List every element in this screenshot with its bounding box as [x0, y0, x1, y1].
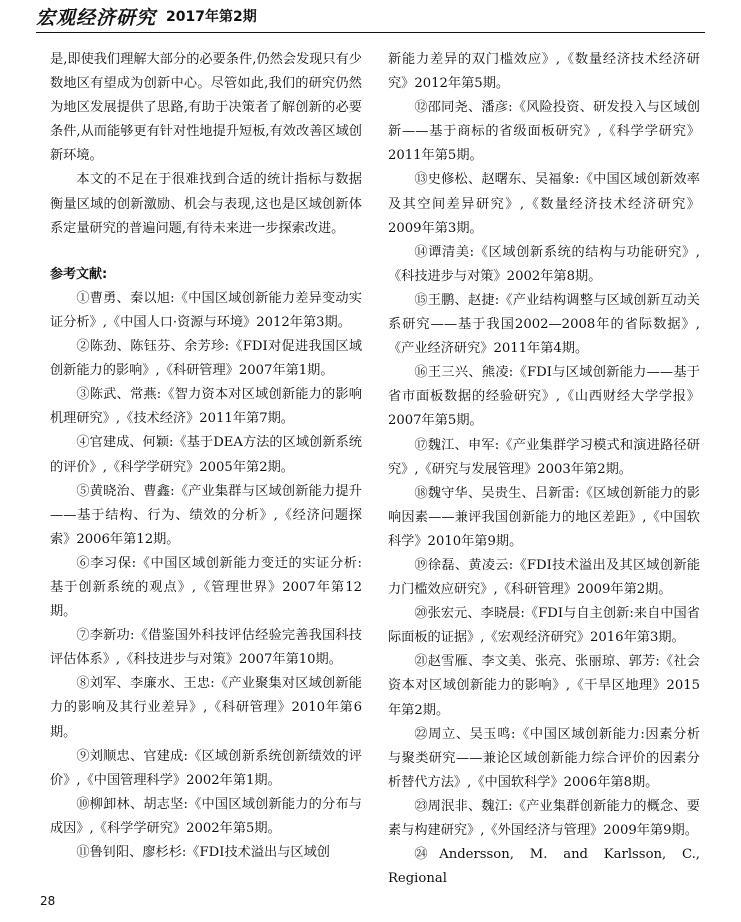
- reference-item: [388, 795, 700, 843]
- reference-text: 黄晓治、曹鑫:《产业集群与区域创新能力提升——基于结构、行为、绩效的分析》,《经济问题探索》2006年第12期。: [50, 483, 362, 547]
- issue-label: 2017年第2期: [166, 9, 257, 25]
- reference-item: [50, 672, 362, 744]
- reference-number: ⑤: [76, 483, 90, 499]
- reference-item: [50, 335, 362, 383]
- reference-text: 刘顺忠、官建成:《区域创新系统创新绩效的评价》,《中国管理科学》2002年第1期。: [50, 748, 362, 788]
- references-heading: 参考文献:: [50, 266, 108, 282]
- reference-text: 李习保:《中国区域创新能力变迁的实证分析:基于创新系统的观点》,《管理世界》2007年第12期。: [50, 555, 363, 620]
- reference-item: [388, 434, 700, 482]
- reference-item: [388, 554, 700, 602]
- reference-text: 王鹏、赵捷:《产业结构调整与区域创新互动关系研究——基于我国2002—2008年的省际数据》,《产业经济研究》2011年第4期。: [388, 292, 700, 357]
- reference-list: [388, 48, 700, 891]
- reference-item: [50, 624, 362, 672]
- reference-number: ⑮: [414, 292, 428, 308]
- reference-text: 陈劲、陈钰芬、余芳珍:《FDI对促进我国区域创新能力的影响》,《科研管理》2007年第1期。: [50, 339, 363, 379]
- reference-text: 柳卸林、胡志坚:《中国区域创新能力的分布与成因》,《科学学研究》2002年第5期。: [50, 796, 362, 836]
- reference-number: ④: [76, 435, 90, 451]
- reference-number: ㉑: [414, 654, 428, 670]
- reference-number: ③: [76, 387, 90, 403]
- reference-item: [388, 168, 700, 240]
- reference-item: [50, 480, 362, 552]
- reference-number: ㉓: [414, 798, 428, 814]
- body-paragraph: 本文的不足在于很难找到合适的统计指标与数据衡量区域的创新激励、机会与表现,这也是区域创新体系定量研究的普遍问题,有待未来进一步探索改进。: [50, 172, 362, 236]
- reference-text: 陈武、常燕:《智力资本对区域创新能力的影响机理研究》,《技术经济》2011年第7期。: [50, 387, 362, 427]
- reference-number: ⑦: [76, 628, 90, 644]
- reference-number: ⑲: [414, 557, 428, 573]
- reference-list: [50, 287, 362, 865]
- reference-text: 刘军、李廉水、王忠:《产业聚集对区域创新能力的影响及其行业差异》,《科研管理》2010年第6期。: [50, 676, 362, 740]
- reference-item: [388, 361, 700, 433]
- reference-number: ⑪: [76, 845, 90, 860]
- journal-title: 宏观经济研究: [36, 6, 157, 29]
- reference-item: [50, 431, 362, 479]
- reference-number: ⑧: [76, 676, 90, 692]
- reference-item: [50, 745, 362, 793]
- reference-text: 赵雪雁、李文美、张亮、张丽琼、郭芳:《社会资本对区域创新能力的影响》,《干旱区地理》2015年第2期。: [388, 654, 700, 718]
- reference-text: 周立、吴玉鸣:《中国区域创新能力:因素分析与聚类研究——兼论区域创新能力综合评价的因素分析替代方法》,《中国软科学》2006年第8期。: [388, 726, 701, 790]
- reference-text: 李新功:《借鉴国外科技评估经验完善我国科技评估体系》,《科技进步与对策》2007年第10期。: [50, 628, 362, 668]
- reference-number: ②: [76, 339, 90, 355]
- reference-number: ⑱: [414, 485, 428, 501]
- reference-text: 王三兴、熊凌:《FDI与区域创新能力——基于省市面板数据的经验研究》,《山西财经大学学报》2007年第5期。: [388, 365, 701, 429]
- reference-item: [388, 650, 700, 722]
- reference-text: 曹勇、秦以旭:《中国区域创新能力差异变动实证分析》,《中国人口·资源与环境》2012年第3期。: [50, 290, 362, 330]
- right-column: [388, 48, 700, 891]
- page-number: 28: [40, 894, 56, 908]
- reference-text: 张宏元、李晓晨:《FDI与自主创新:来自中国省际面板的证据》,《宏观经济研究》2016年第3期。: [388, 606, 700, 646]
- reference-number: ①: [76, 290, 90, 306]
- body-paragraph: 是,即使我们理解大部分的必要条件,仍然会发现只有少数地区有望成为创新中心。尽管如此,我们的研究仍然为地区发展提供了思路,有助于决策者了解创新的必要条件,从而能够更有针对性地提升短板,有效改善区域创新环境。: [50, 52, 362, 164]
- reference-text: 史修松、赵曙东、吴福象:《中国区域创新效率及其空间差异研究》,《数量经济技术经济研究》2009年第3期。: [388, 172, 700, 236]
- reference-item: [50, 552, 362, 624]
- reference-item: [388, 843, 700, 891]
- reference-text: 官建成、何颖:《基于DEA方法的区域创新系统的评价》,《科学学研究》2005年第2期。: [50, 435, 362, 475]
- reference-item: [50, 793, 362, 841]
- reference-item: [388, 723, 700, 795]
- reference-number: ⑩: [76, 796, 90, 812]
- reference-number: ⑨: [76, 748, 90, 764]
- reference-number: ⑭: [414, 244, 429, 260]
- reference-item: [388, 241, 700, 289]
- reference-text: 谭清美:《区域创新系统的结构与功能研究》,《科技进步与对策》2002年第8期。: [388, 244, 701, 284]
- reference-item: [388, 48, 700, 96]
- header-rule: [36, 32, 705, 33]
- reference-number: ⑬: [414, 172, 428, 188]
- reference-number: ⑯: [414, 365, 428, 381]
- reference-number: ⑥: [76, 555, 91, 571]
- reference-text: Andersson, M. and Karlsson, C., Regional: [388, 847, 700, 887]
- reference-number: ⑫: [414, 100, 428, 116]
- reference-text: 鲁钊阳、廖杉杉:《FDI技术溢出与区域创: [89, 845, 330, 860]
- reference-text: 魏江、申军:《产业集群学习模式和演进路径研究》,《研究与发展管理》2003年第2期。: [388, 437, 700, 477]
- reference-text: 邵同尧、潘彦:《风险投资、研发投入与区域创新——基于商标的省级面板研究》,《科学学研究》2011年第5期。: [388, 100, 700, 164]
- reference-text: 徐磊、黄凌云:《FDI技术溢出及其区域创新能力门槛效应研究》,《科研管理》2009年第2期。: [388, 557, 701, 598]
- running-header: [36, 2, 257, 30]
- reference-number: ⑳: [414, 606, 428, 622]
- reference-item: [50, 287, 362, 335]
- reference-item: [388, 482, 700, 554]
- reference-text: 新能力差异的双门槛效应》,《数量经济技术经济研究》2012年第5期。: [388, 52, 700, 92]
- reference-number: ㉒: [414, 726, 429, 742]
- reference-item: [50, 841, 362, 865]
- reference-item: [388, 96, 700, 168]
- reference-text: 魏守华、吴贵生、吕新雷:《区域创新能力的影响因素——兼评我国创新能力的地区差距》,《中国软科学》2010年第9期。: [388, 485, 700, 549]
- left-column: [50, 48, 362, 865]
- reference-item: [388, 602, 700, 650]
- reference-text: 周泯非、魏江:《产业集群创新能力的概念、要素与构建研究》,《外国经济与管理》2009年第9期。: [388, 798, 700, 838]
- reference-number: ⑰: [414, 437, 428, 453]
- reference-item: [388, 289, 700, 361]
- reference-number: ㉔: [414, 847, 440, 863]
- reference-item: [50, 383, 362, 431]
